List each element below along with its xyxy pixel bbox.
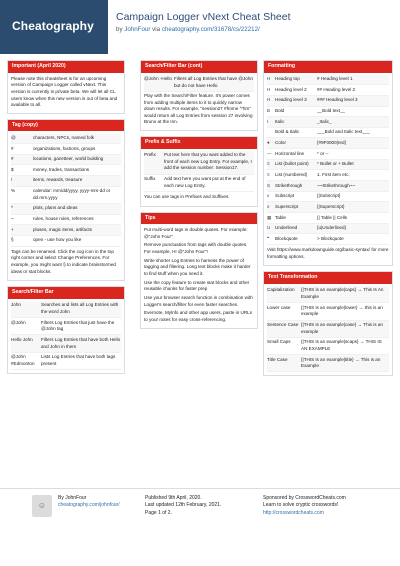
title-block (116, 10, 291, 35)
formatting-row (267, 224, 389, 235)
tag-row (11, 144, 121, 155)
text-transform-row-key: Sentence Case (267, 322, 299, 327)
search-filter-heading: Search/Filter Bar (8, 287, 124, 299)
formatting-row (267, 85, 389, 96)
published-date: Published 9th April, 2020. (145, 495, 202, 501)
formatting-row-key (267, 140, 317, 147)
format-icon (267, 129, 273, 136)
search-filter-cont-row-key: @John -Hello (144, 76, 172, 82)
tag-row (11, 225, 121, 236)
formatting-row-value: * or -- (317, 150, 329, 156)
format-icon: I (267, 118, 269, 124)
tag-row (11, 187, 121, 204)
formatting-row-value: {u|Underlined} (317, 225, 347, 231)
author-avatar: ☺ (32, 495, 52, 517)
formatting-row-value: {#9F0000|red} (317, 139, 347, 145)
formatting-row-value: > Blockquote (317, 235, 344, 241)
tag-row (11, 165, 121, 176)
search-filter-row (11, 318, 121, 335)
formatting-row (267, 202, 389, 213)
search-filter-row-value: Filters Log Entries that just have the @John tag (41, 319, 115, 332)
tag-row (11, 236, 121, 247)
formatting-row-value: ~~Strikethrough~~ (317, 182, 356, 188)
search-filter-row (11, 335, 121, 352)
search-filter-row-key: @John #Edmonton (11, 354, 35, 366)
sponsor-line: Learn to solve cryptic crosswords! (263, 502, 339, 509)
footer-publish-info (145, 495, 221, 517)
tag-row (11, 204, 121, 215)
format-icon: H (267, 97, 271, 103)
formatting-table (267, 75, 389, 246)
formatting-note: Visit https://www.markdownguide.org/basic-syntax/ for more formatting options. (267, 247, 389, 259)
search-filter-box (7, 286, 125, 374)
search-filter-row-value: Lists Log Entries that have both tags present (41, 354, 116, 366)
page-title: Campaign Logger vNext Cheat Sheet (116, 11, 291, 23)
search-filter-row-value: Filters Log Entries that have both Hello and John in them (41, 336, 121, 349)
formatting-row-label: Heading level 2 (275, 86, 307, 92)
formatting-row (267, 160, 389, 171)
format-icon: ● (267, 139, 270, 145)
formatting-row-key (267, 183, 317, 190)
text-transform-table (267, 286, 389, 373)
tag-row-value: items, rewards, treasure (33, 177, 83, 183)
format-icon: H (267, 86, 271, 92)
search-filter-cont-row (144, 75, 254, 92)
tag-row-key: % (11, 188, 16, 194)
tag-row-value: pluses, magic items, artifacts (33, 226, 92, 232)
text-transform-row-value: {|THIS is an example|case} → This is an example (301, 322, 383, 334)
formatting-row (267, 170, 389, 181)
sponsor-name: Sponsored by CrosswordCheats.com (263, 495, 346, 501)
formatting-row-value: __Bold text__ (317, 108, 346, 113)
tags-table (11, 133, 121, 246)
text-transform-row-key: Small Caps (267, 339, 291, 345)
search-filter-cont-text: Play with the Search/Filter feature. It's power comes from adding multiple items to it to quickly narrow down results. For example, "session27 #frome ^Tim" would return all Log Entries from session 27 involving Bruno at the Inn. (144, 92, 253, 125)
search-filter-table (11, 301, 121, 370)
formatting-row-key (267, 204, 317, 211)
tips-heading: Tips (141, 213, 257, 225)
important-heading: Important (April 2020) (8, 61, 124, 73)
formatting-row-label: List (bullet point) (275, 161, 309, 167)
footer-author-name: By JohnFour (58, 495, 87, 501)
format-icon: B (267, 108, 271, 113)
formatting-row (267, 75, 389, 86)
text-transform-row-key: Title Case (267, 356, 288, 362)
formatting-row (267, 128, 389, 139)
format-icon: ≡ (267, 171, 270, 177)
formatting-row-value: * Bullet or + Bullet (317, 161, 354, 167)
text-transform-row-value: {|THIS is an example|scaps} → THIS IS AN EXAMPLE (301, 339, 382, 351)
tags-note: Tags can be renamed. Click the cog icon in the top right corner and select Change Preferences. For example, you might want § to indicate brainstormed ideas or stat blocks. (11, 248, 116, 274)
text-transform-row (267, 286, 389, 303)
text-transform-row-key: Capitalization (267, 287, 295, 293)
author-link[interactable]: JohnFour (124, 26, 151, 34)
search-filter-row (11, 353, 121, 370)
text-transform-row-value: {|THIS is an example|caps} → This Is An Example (301, 287, 384, 300)
tip-paragraph: Remove punctuation from tags with double quotes. For example, H! @"John Four"! (144, 242, 248, 255)
search-filter-cont-row-value: Filters all Log Entries that have @John but do not have Hello (174, 76, 253, 88)
updated-date: Last updated 12th February, 2021. (145, 502, 222, 509)
formatting-row-label: Table (275, 214, 286, 220)
formatting-row (267, 96, 389, 107)
sponsor-url[interactable]: http://crosswordcheats.com (263, 509, 324, 516)
formatting-row-label: List (numbered) (275, 171, 308, 177)
prefix-suffix-row-key: Suffix (144, 176, 156, 182)
tip-paragraph: Put multi-word tags in double quotes. For example: @"John Four" (144, 227, 248, 239)
formatting-row (267, 149, 389, 160)
tag-row-value: plots, plans and ideas (33, 205, 78, 211)
tag-row (11, 215, 121, 226)
formatting-row-value: ## Heading level 2 (317, 86, 356, 92)
format-icon: U (267, 225, 271, 231)
formatting-row (267, 107, 389, 118)
formatting-box (263, 60, 393, 266)
cheatography-logo[interactable] (0, 0, 108, 54)
tag-row-value: open - use how you like (33, 237, 82, 243)
format-icon: ≡ (267, 161, 270, 167)
text-transform-row (267, 355, 389, 372)
formatting-row-value: {|Superscript} (317, 203, 345, 209)
formatting-row-label: Italic (275, 118, 285, 124)
search-filter-cont-box (140, 60, 258, 131)
search-filter-cont-table (144, 75, 254, 92)
search-filter-row-key: @John (11, 319, 26, 325)
formatting-row-label: Underlined (275, 225, 298, 231)
tag-row (11, 176, 121, 187)
formatting-row-key (267, 76, 317, 83)
formatting-row-label: Blockquote (275, 235, 298, 241)
text-transform-box (263, 271, 393, 376)
search-filter-row-value: Searches and lists all Log Entries with the word John (41, 302, 119, 314)
formatting-row-key (267, 151, 317, 158)
prefix-suffix-row (144, 151, 254, 175)
formatting-row-value: {| Table || Cells (317, 214, 348, 220)
format-icon: x (267, 193, 270, 199)
search-filter-row (11, 301, 121, 318)
prefix-suffix-row-key: Prefix (144, 152, 156, 158)
formatting-row-value: _Italic_ (317, 118, 332, 124)
logo-text: Cheatography (12, 19, 94, 34)
column-1 (7, 60, 125, 379)
formatting-heading: Formatting (264, 61, 392, 73)
via-label: via (152, 26, 161, 34)
search-filter-row-key: Hello John (11, 336, 33, 342)
format-icon: x (267, 203, 270, 209)
formatting-row-key (267, 225, 317, 232)
important-text: Please note this cheatsheet is for an upcoming version of Campaign Logger called vNext. This version is currently in private beta. We will let all CL users know when this new version is out of beta and available to all. (11, 75, 118, 108)
prefix-suffix-row (144, 175, 254, 192)
formatting-row-label: Strikethrough (275, 182, 303, 188)
footer-sponsor (263, 495, 346, 517)
sheet-url-link[interactable]: cheatography.com/31678/cs/22212/ (161, 26, 260, 34)
formatting-row-key (267, 172, 317, 179)
search-filter-row-key: John (11, 302, 21, 308)
formatting-row-key (267, 193, 317, 200)
formatting-row (267, 181, 389, 192)
tag-row-value: characters, NPCs, named folk (33, 134, 95, 140)
important-box (7, 60, 125, 114)
formatting-row-label: Color (275, 139, 286, 145)
formatting-row-value: 1. First item etc. (317, 171, 350, 177)
tag-row-key: ~ (11, 216, 14, 222)
tag-row-value: rules, house rules, references (33, 216, 94, 222)
text-transform-heading: Text Transformation (264, 272, 392, 284)
text-transform-row-key: Lower case (267, 304, 291, 310)
tag-row-key: ^ (11, 205, 14, 211)
tag-row-key: § (11, 237, 14, 243)
formatting-row (267, 213, 389, 224)
tip-paragraph: Use your browser search function in combination with Logger's search/filter for even faster searches. (144, 295, 253, 307)
tag-row-key: # (11, 145, 14, 151)
format-icon: ❝ (267, 235, 270, 241)
tags-heading: Tag (copy) (8, 120, 124, 132)
formatting-row-key (267, 119, 317, 126)
prefix-suffix-row-value: Add text here you want put at the end of each new Log Entry. (164, 176, 246, 188)
prefix-suffix-row-value: Put text here that you want added to the front of each new Log Entry. For example, I add the session number: Session17. (164, 152, 252, 171)
byline (116, 26, 291, 35)
format-icon: S (267, 182, 271, 188)
tag-row-value: locations, gazetteer, world building (33, 156, 104, 162)
tag-row-key: $ (11, 166, 14, 172)
prefix-suffix-heading: Prefix & Suffix (141, 137, 257, 149)
footer-author-url[interactable]: cheatography.com/johnfour/ (58, 502, 120, 509)
formatting-row-label: Subscript (275, 193, 295, 199)
column-2 (140, 60, 258, 334)
prefix-suffix-table (144, 151, 254, 192)
tip-paragraph: Evernote, Mylnfo and other app users, paste in URLs to your notes for easy cross-referencing. (144, 310, 253, 322)
format-icon: H (267, 76, 271, 82)
tip-paragraph: Write shorter Log Entries to harness the power of tagging and filtering. Long text blocks make it harder to find stuff when you need it. (144, 257, 251, 277)
formatting-row-value: ___Bold and Italic text___ (317, 129, 370, 135)
tips-box (140, 212, 258, 329)
tag-row (11, 133, 121, 144)
prefix-suffix-box (140, 136, 258, 206)
page-number: Page 1 of 2. (145, 509, 172, 516)
formatting-row-key (267, 161, 317, 168)
by-label: by (116, 26, 123, 34)
formatting-row-key (267, 129, 317, 136)
formatting-row-value: # Heading level 1 (317, 76, 353, 82)
formatting-row-key (267, 108, 317, 115)
text-transform-row-value: {|THIS is an example|title} → This is an Example (301, 356, 381, 369)
tag-row-value: calendar: mm/dd/yyyy, yyyy-mm-dd or dd.mm.yyyy (33, 188, 111, 200)
footer-author (58, 495, 120, 510)
tag-row-value: organizations, factions, groups (33, 145, 96, 151)
text-transform-row (267, 303, 389, 320)
tag-row-value: money, trades, transactions (33, 166, 90, 172)
column-3 (263, 60, 393, 381)
formatting-row-value: {|Subscript} (317, 193, 341, 199)
text-transform-row-value: {|THIS is an example|lower} → this is an example (301, 304, 383, 317)
format-icon: ▦ (267, 214, 272, 220)
formatting-row-value: ### Heading level 3 (317, 97, 358, 103)
text-transform-row (267, 321, 389, 338)
tag-row-key: # (11, 156, 14, 162)
text-transform-row (267, 338, 389, 355)
format-icon: — (267, 150, 272, 156)
tag-row-key: + (11, 226, 14, 232)
formatting-row (267, 192, 389, 203)
formatting-row (267, 138, 389, 149)
formatting-row-label: Bold & Italic (275, 129, 300, 135)
prefix-suffix-note: You can use tags in Prefixes and Suffixes. (144, 193, 230, 199)
formatting-row-label: Superscript (275, 203, 299, 209)
formatting-row-label: Horizontal line (275, 150, 305, 156)
formatting-row (267, 234, 389, 245)
formatting-row-key (267, 215, 317, 222)
tag-row (11, 155, 121, 166)
formatting-row-label: Heading top (275, 76, 300, 82)
tip-paragraph: Use the copy feature to create stat blocks and other reusable chunks for faster prep (144, 279, 250, 292)
page-footer (0, 488, 400, 566)
tag-row-key: @ (11, 134, 16, 140)
formatting-row-key (267, 87, 317, 94)
formatting-row-key (267, 97, 317, 104)
tags-box (7, 119, 125, 281)
tips-body (141, 224, 257, 328)
formatting-row-label: Heading level 3 (275, 97, 307, 103)
search-filter-cont-heading: Search/Filter Bar (cont) (141, 61, 257, 73)
tag-row-key: ! (11, 177, 13, 183)
formatting-row (267, 117, 389, 128)
formatting-row-label: Bold (275, 108, 285, 113)
page-header (0, 0, 400, 54)
formatting-row-key (267, 236, 317, 243)
